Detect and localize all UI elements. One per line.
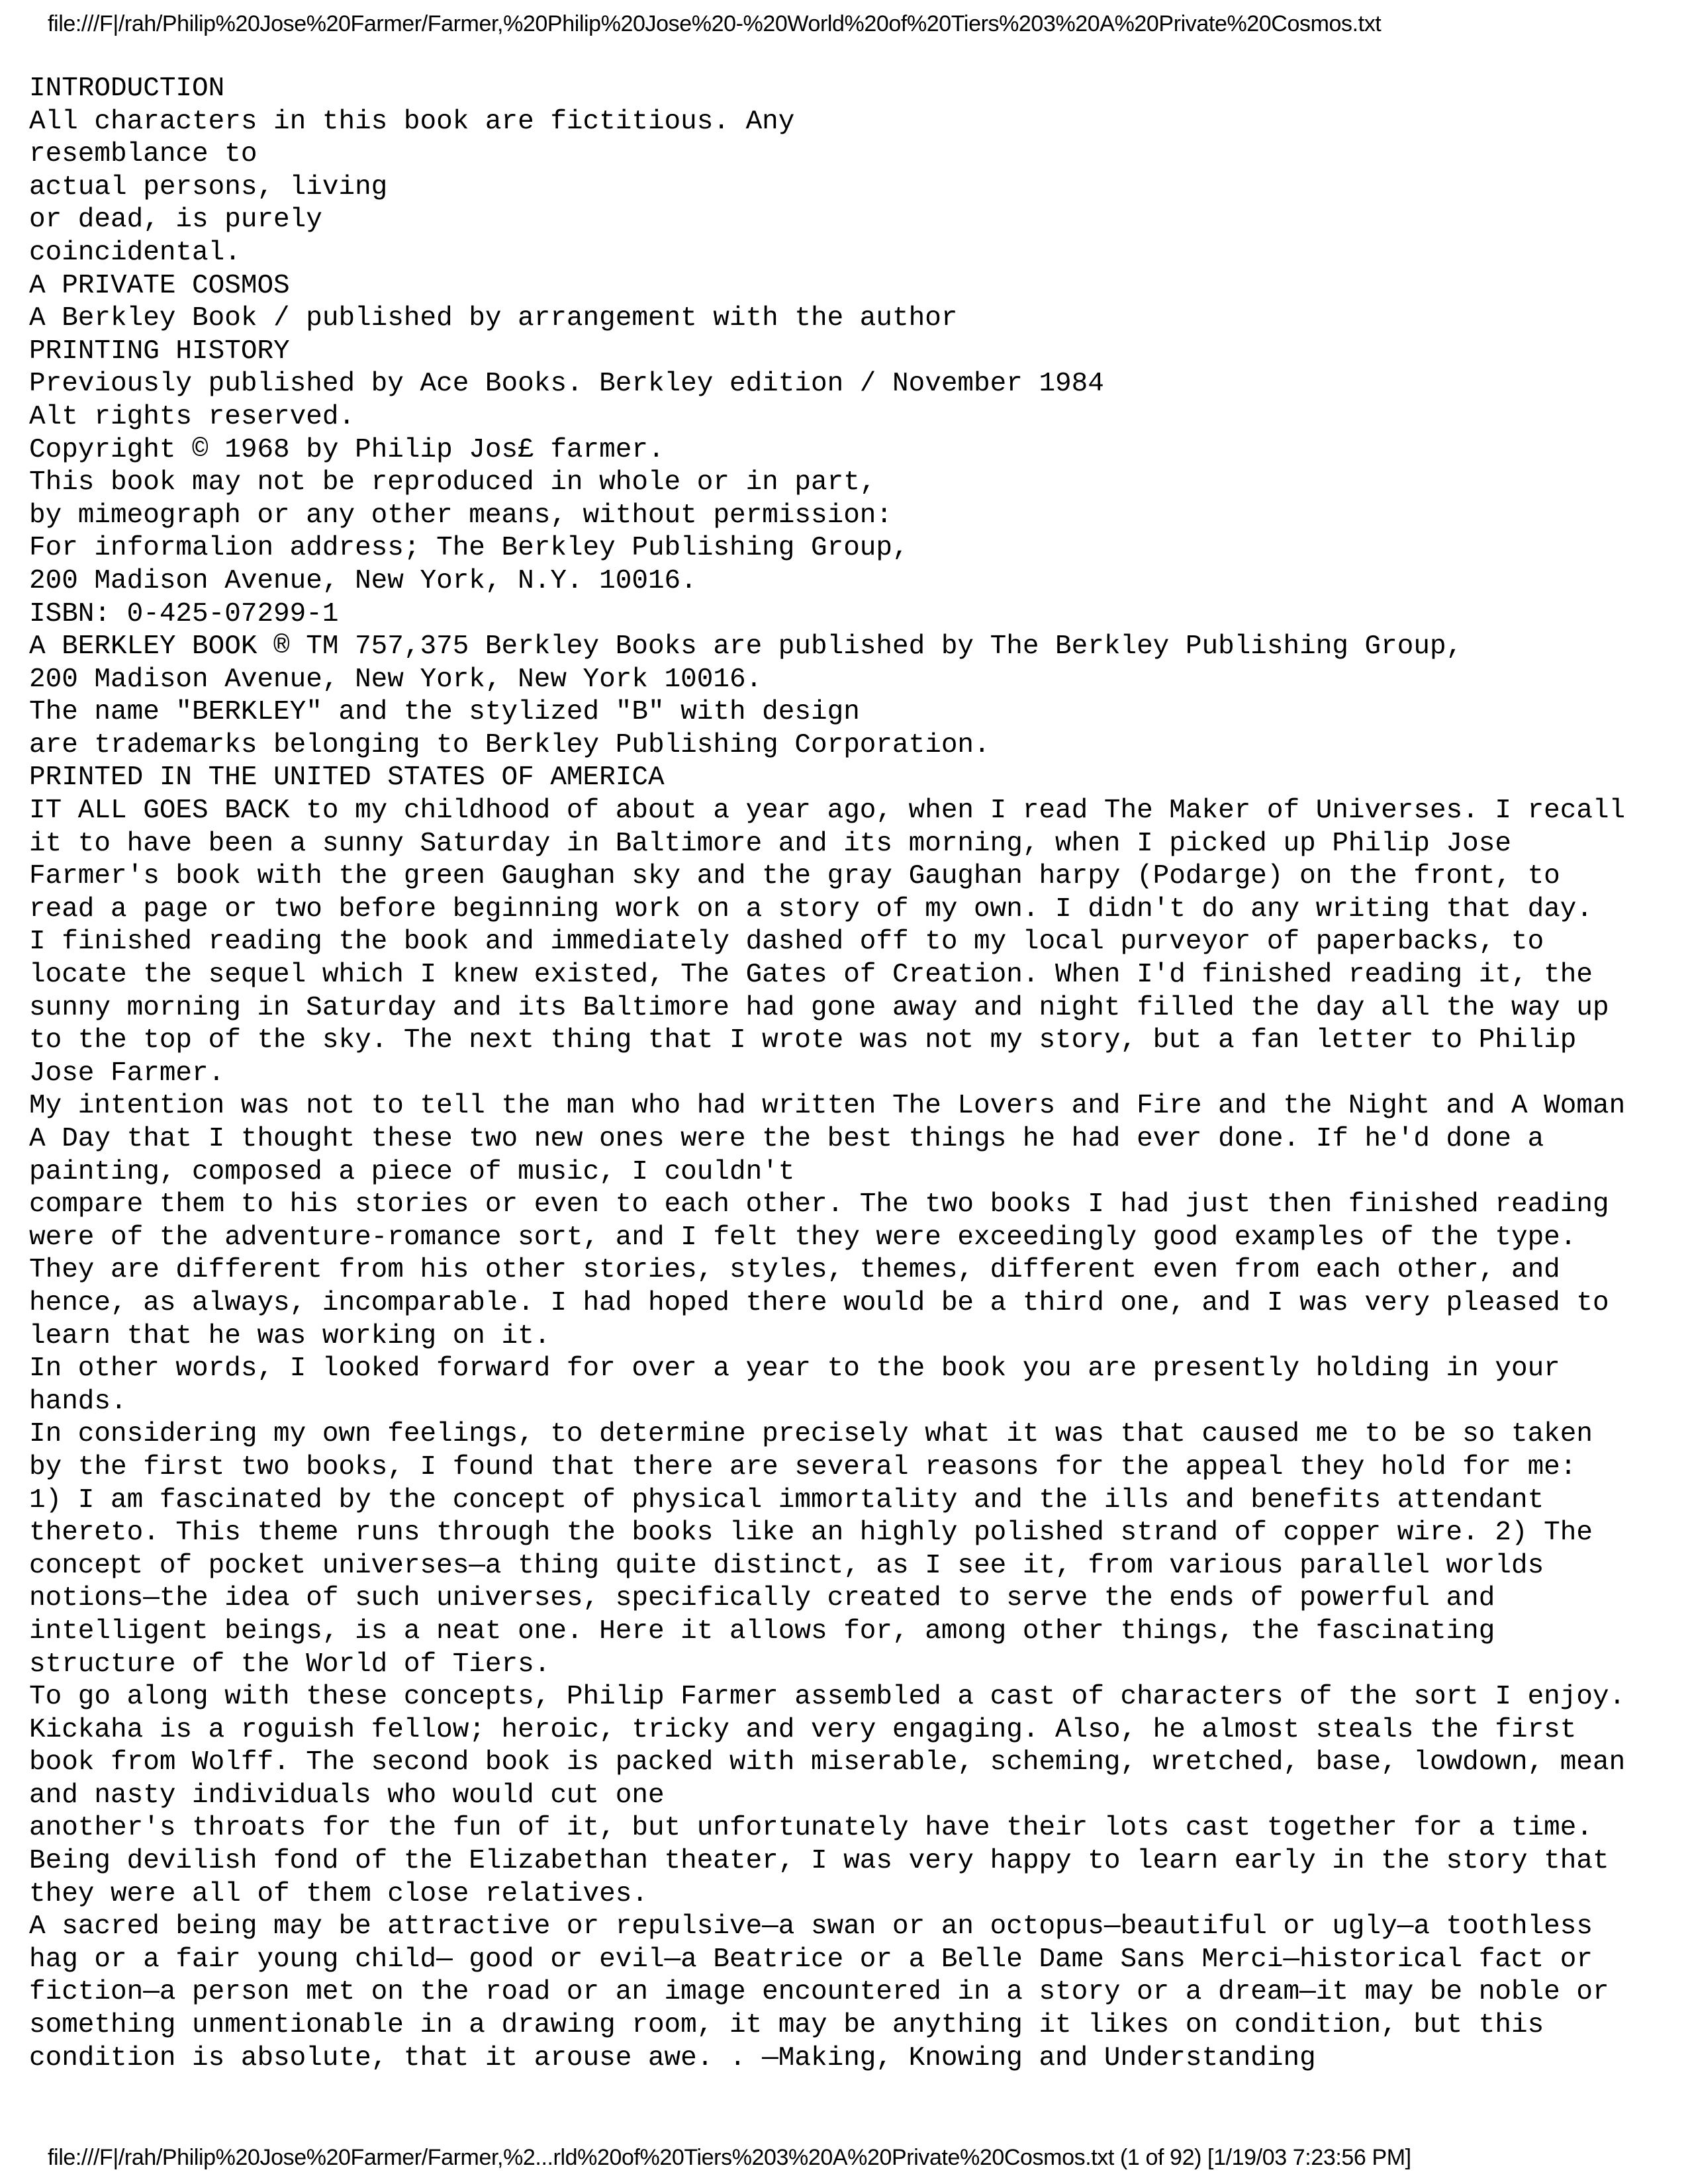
text-line: IT ALL GOES BACK to my childhood of about a year ago, when I read The Maker of Universes. I recall xyxy=(29,796,1626,827)
text-line: another's throats for the fun of it, but unfortunately have their lots cast together for a time. xyxy=(29,1813,1593,1844)
text-line: by the first two books, I found that there are several reasons for the appeal they hold for me: xyxy=(29,1451,1577,1482)
text-line: something unmentionable in a drawing room, it may be anything it likes on condition, but this xyxy=(29,2010,1544,2041)
text-line: fiction—a person met on the road or an image encountered in a story or a dream—it may be noble or xyxy=(29,1977,1609,2008)
text-line: concept of pocket universes—a thing quite distinct, as I see it, from various parallel worlds xyxy=(29,1550,1544,1581)
text-line: In considering my own feelings, to determine precisely what it was that caused me to be so taken xyxy=(29,1419,1593,1450)
text-line: A BERKLEY BOOK ® TM 757,375 Berkley Books are published by The Berkley Publishing Group, xyxy=(29,631,1463,662)
text-line: book from Wolff. The second book is packed with miserable, scheming, wretched, base, lowdown, mean xyxy=(29,1747,1626,1778)
document-body xyxy=(29,73,1671,2075)
text-line: PRINTING HISTORY xyxy=(29,336,290,367)
text-line: read a page or two before beginning work on a story of my own. I didn't do any writing that day. xyxy=(29,893,1593,925)
text-line: actual persons, living xyxy=(29,171,388,203)
text-line: I finished reading the book and immediately dashed off to my local purveyor of paperbacks, to xyxy=(29,927,1544,958)
text-line: it to have been a sunny Saturday in Baltimore and its morning, when I picked up Philip Jose xyxy=(29,828,1511,859)
text-line: A sacred being may be attractive or repulsive—a swan or an octopus—beautiful or ugly—a toothless xyxy=(29,1911,1593,1942)
text-line: coincidental. xyxy=(29,237,241,268)
text-line: intelligent beings, is a neat one. Here it allows for, among other things, the fascinating xyxy=(29,1615,1495,1647)
text-line: My intention was not to tell the man who had written The Lovers and Fire and the Night and A Woman xyxy=(29,1091,1626,1122)
text-line: Previously published by Ace Books. Berkley edition / November 1984 xyxy=(29,369,1104,400)
text-line: they were all of them close relatives. xyxy=(29,1878,648,1909)
text-line: to the top of the sky. The next thing that I wrote was not my story, but a fan letter to Philip xyxy=(29,1025,1577,1056)
text-line: thereto. This theme runs through the books like an highly polished strand of copper wire. 2) The xyxy=(29,1518,1593,1549)
text-line: In other words, I looked forward for over a year to the book you are presently holding in your xyxy=(29,1353,1560,1385)
text-line: Being devilish fond of the Elizabethan theater, I was very happy to learn early in the story that xyxy=(29,1846,1609,1877)
text-line: learn that he was working on it. xyxy=(29,1320,551,1351)
text-line: Jose Farmer. xyxy=(29,1058,225,1089)
text-line: sunny morning in Saturday and its Baltimore had gone away and night filled the day all the way up xyxy=(29,992,1609,1023)
text-line: compare them to his stories or even to each other. The two books I had just then finished reading xyxy=(29,1189,1609,1220)
text-line: All characters in this book are fictitious. Any xyxy=(29,106,795,137)
text-line: 200 Madison Avenue, New York, New York 10016. xyxy=(29,664,763,695)
text-line: Kickaha is a roguish fellow; heroic, tricky and very engaging. Also, he almost steals the first xyxy=(29,1714,1577,1745)
text-line: or dead, is purely xyxy=(29,205,322,236)
footer-file-path-page-info: file:///F|/rah/Philip%20Jose%20Farmer/Farmer,%2...rld%20of%20Tiers%203%20A%20Private%20Cosmos.txt (1 of 92) [1/19/03 7:23:56 PM] xyxy=(48,2145,1411,2170)
text-line: hag or a fair young child— good or evil—a Beatrice or a Belle Dame Sans Merci—historical fact or xyxy=(29,1944,1593,1975)
text-line: 200 Madison Avenue, New York, N.Y. 10016. xyxy=(29,565,697,596)
text-line: painting, composed a piece of music, I couldn't xyxy=(29,1156,795,1187)
text-line: condition is absolute, that it arouse awe. . —Making, Knowing and Understanding xyxy=(29,2042,1316,2073)
text-line: structure of the World of Tiers. xyxy=(29,1649,551,1680)
text-line: A Berkley Book / published by arrangement with the author xyxy=(29,303,958,334)
text-line: ISBN: 0-425-07299-1 xyxy=(29,598,339,629)
text-line: 1) I am fascinated by the concept of physical immortality and the ills and benefits attendant xyxy=(29,1484,1544,1516)
text-line: notions—the idea of such universes, specifically created to serve the ends of powerful and xyxy=(29,1583,1495,1614)
text-line: The name "BERKLEY" and the stylized "B" with design xyxy=(29,697,860,728)
text-line: are trademarks belonging to Berkley Publishing Corporation. xyxy=(29,729,990,760)
text-line: locate the sequel which I knew existed, The Gates of Creation. When I'd finished reading it, the xyxy=(29,960,1593,991)
text-line: This book may not be reproduced in whole or in part, xyxy=(29,467,876,498)
text-line: A PRIVATE COSMOS xyxy=(29,270,290,301)
text-line: INTRODUCTION xyxy=(29,73,225,104)
text-line: To go along with these concepts, Philip Farmer assembled a cast of characters of the sort I enjoy. xyxy=(29,1682,1626,1713)
text-line: were of the adventure-romance sort, and I felt they were exceedingly good examples of the type. xyxy=(29,1222,1577,1253)
text-line: Copyright © 1968 by Philip Jos£ farmer. xyxy=(29,434,665,465)
text-line: and nasty individuals who would cut one xyxy=(29,1780,665,1811)
header-file-path: file:///F|/rah/Philip%20Jose%20Farmer/Farmer,%20Philip%20Jose%20-%20World%20of%20Tiers%203%20A%20Private%20Cosmos.txt xyxy=(48,11,1382,36)
text-line: resemblance to xyxy=(29,139,258,170)
text-line: A Day that I thought these two new ones were the best things he had ever done. If he'd done a xyxy=(29,1124,1544,1154)
text-line: hands. xyxy=(29,1386,127,1417)
text-line: PRINTED IN THE UNITED STATES OF AMERICA xyxy=(29,762,665,794)
text-line: Farmer's book with the green Gaughan sky and the gray Gaughan harpy (Podarge) on the front, to xyxy=(29,861,1560,892)
text-line: They are different from his other stories, styles, themes, different even from each other, and xyxy=(29,1255,1560,1286)
text-line: by mimeograph or any other means, without permission: xyxy=(29,500,893,531)
text-line: Alt rights reserved. xyxy=(29,401,355,432)
text-line: For informalion address; The Berkley Publishing Group, xyxy=(29,533,909,564)
text-line: hence, as always, incomparable. I had hoped there would be a third one, and I was very pleased to xyxy=(29,1287,1609,1318)
